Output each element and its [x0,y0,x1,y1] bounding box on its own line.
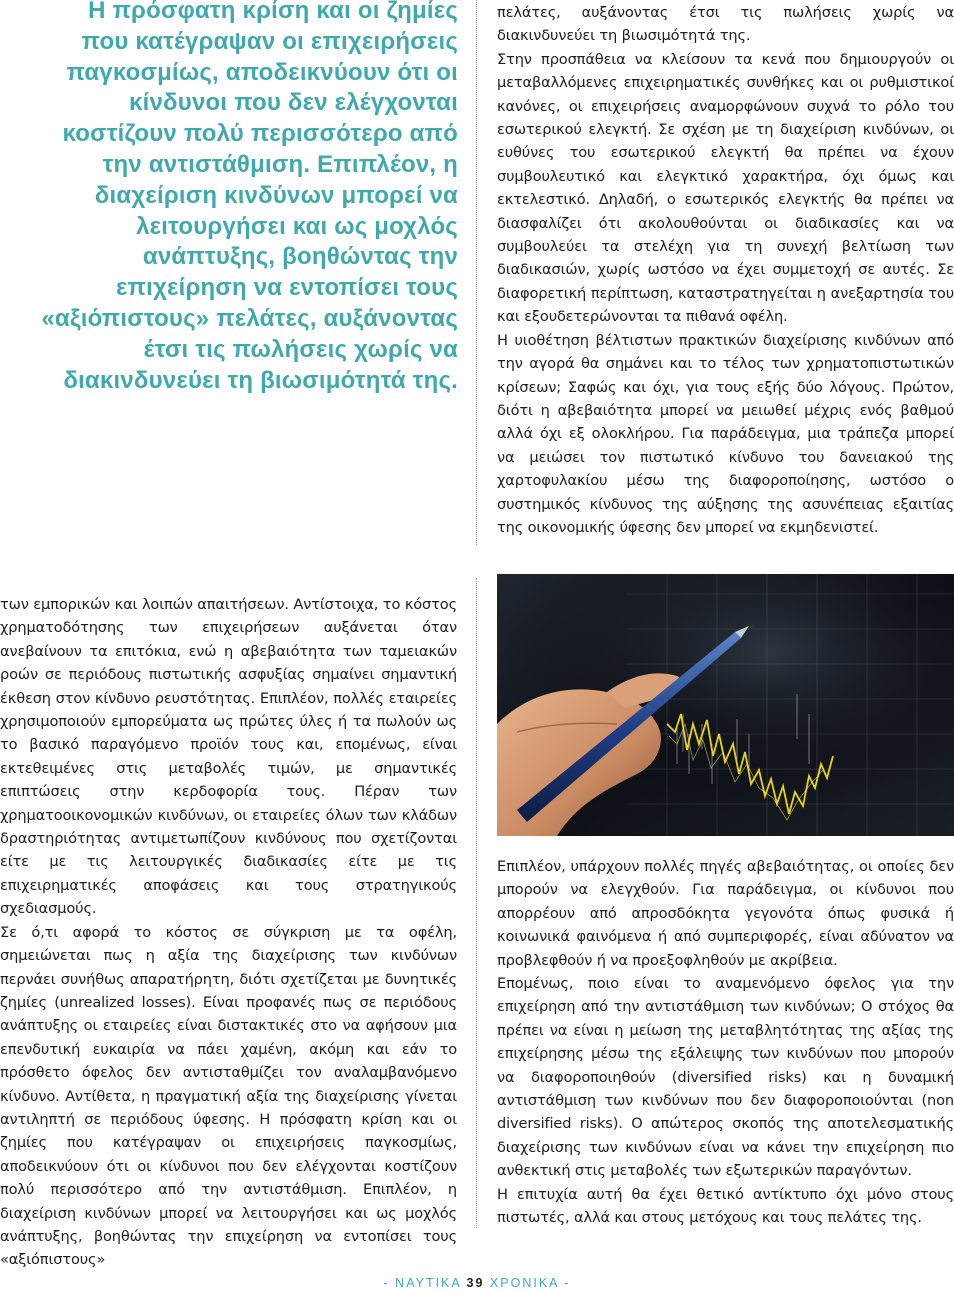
footer-dash-left: - [383,1276,390,1290]
paragraph: Σε ό,τι αφορά το κόστος σε σύγκριση με τα οφέλη, σημειώνεται πως η αξία της διαχείρισης των κινδύνων περνάει συνήθως απαρατήρητη, διότι σχετίζεται με δυνητικές ζημίες (unrealized losses). Είναι προφανές πως σε περιόδους ανάπτυξης οι εταιρείες είναι διστακτικές στο να αφήσουν μια επενδυτική ευκαιρία να πάει χαμένη, ακόμη και εάν το πρόσθετο όφελος δεν αντισταθμίζει τον αναλαμβανόμενο κίνδυνο. Αντίθετα, η πραγματική αξία της διαχείρισης γίνεται αντιληπτή σε περιόδους ύφεσης. Η πρόσφατη κρίση και οι ζημίες που κατέγραψαν οι επιχειρήσεις παγκοσμίως, αποδεικνύουν ότι οι κίνδυνοι που δεν ελέγχονται κοστίζουν πολύ περισσότερο από την αντιστάθμιση. Επιπλέον, η διαχείριση κινδύνων μπορεί να λειτουργήσει και ως μοχλός ανάπτυξης, βοηθώντας την επιχείρηση να εντοπίσει τους «αξιόπιστους» [0,923,457,1269]
article-column-top-right [497,1,954,539]
pull-quote-part-1: Η πρόσφατη κρίση και οι ζημίες που κατέγραψαν οι επιχειρήσεις παγκοσμίως, αποδεικνύουν ότι οι κίνδυνοι που δεν ελέγχονται κοστίζουν πολύ περισσότερο από την αντιστάθμιση. [62,0,458,178]
magazine-name-part-2: ΧΡΟΝΙΚΑ [489,1276,559,1290]
paragraph: Επιπλέον, υπάρχουν πολλές πηγές αβεβαιότητας, οι οποίες δεν μπορούν να ελεγχθούν. Για παράδειγμα, οι κίνδυνοι που απορρέουν από απροσδόκητα γεγονότα όπως φυσικά ή κοινωνικά φαινόμενα ή από συμπεριφορές, είναι αδύνατον να προβλεφθούν ή να προεξοφληθούν με ακρίβεια. [497,858,954,969]
hand-pen-stock-chart-icon [497,574,954,836]
paragraph: Η επιτυχία αυτή θα έχει θετικό αντίκτυπο όχι μόνο στους πιστωτές, αλλά και στους μετόχους και τους πελάτες της. [497,1185,954,1227]
pull-quote-part-2: Επιπλέον, η διαχείριση κινδύνων μπορεί να λειτουργήσει και ως μοχλός ανάπτυξης, βοηθώντας την επιχείρηση να εντοπίσει τους «αξιόπιστους» [41,150,458,332]
pull-quote [40,0,458,396]
article-column-bottom-left [0,593,457,1272]
pull-quote-part-3: πελάτες, αυξάνοντας έτσι τις πωλήσεις χωρίς να διακινδυνεύει τη βιωσιμότητά της. [63,304,458,394]
paragraph: πελάτες, αυξάνοντας έτσι τις πωλήσεις χωρίς να διακινδυνεύει τη βιωσιμότητά της. [497,4,954,45]
paragraph: των εμπορικών και λοιπών απαιτήσεων. Αντίστοιχα, το κόστος χρηματοδότησης των επιχειρήσεων αυξάνεται όταν ανεβαίνουν τα επιτόκια, ενώ η αβεβαιότητα των ταμειακών ροών σε περιόδους πιστωτικής ασφυξίας σημαίνει σημαντική έκθεση στον κίνδυνο ρευστότητας. Επιπλέον, πολλές εταιρείες χρησιμοποιούν εμπορεύματα ως πρώτες ύλες ή τα πωλούν ως το βασικό παραγόμενο προϊόν τους και, επομένως, είναι εκτεθειμένες στις μεταβολές τιμών, με σημαντικές επιπτώσεις στην κερδοφορία τους. Πέραν των χρηματοοικονομικών κινδύνων, οι εταιρείες όλων των κλάδων δραστηριότητας αντιμετωπίζουν κινδύνους που σχετίζονται είτε με τις λειτουργικές διαδικασίες είτε με τις επιχειρηματικές αποφάσεις και τους στρατηγικούς σχεδιασμούς. [0,596,457,918]
stock-chart-photo [497,574,954,836]
paragraph: Επομένως, ποιο είναι το αναμενόμενο όφελος για την επιχείρηση από την αντιστάθμιση των κινδύνων; Ο στόχος θα πρέπει να είναι η μείωση της μεταβλητότητας της αξίας της επιχείρησης μέσω της εξάλειψης των κινδύνων που μπορούν να διαφοροποιηθούν (diversified risks) και η δυναμική αντιστάθμιση των κινδύνων που δεν διαφοροποιούνται (non diversified risks). Ο απώτερος σκοπός της αποτελεσματικής διαχείρισης των κινδύνων είναι να κάνει την επιχείρηση πιο ανθεκτική στις μεταβολές των εξωτερικών παραγόντων. [497,975,954,1180]
column-divider-top [476,0,477,545]
paragraph: Στην προσπάθεια να κλείσουν τα κενά που δημιουργούν οι μεταβαλλόμενες επιχειρηματικές συνθήκες και οι ρυθμιστικοί κανόνες, οι επιχειρήσεις αναμορφώνουν συχνά το ρόλο του εσωτερικού ελεγκτή. Σε σχέση με τη διαχείριση κινδύνων, οι ευθύνες του εσωτερικού ελεγκτή θα πρέπει να έχουν συμβουλευτικό και ελεγκτικό χαρακτήρα, όχι όμως και εκτελεστικό. Δηλαδή, ο εσωτερικός ελεγκτής θα πρέπει να διασφαλίζει ότι ακολουθούνται οι διαδικασίες και να συμβουλεύει τα στελέχη για τη συνεχή βελτίωση των διαδικασιών, χωρίς ωστόσο να έχει συμμετοχή σε αυτές. Σε διαφορετική περίπτωση, καταστρατηγείται η ανεξαρτησία του και εξουδετερώνονται τα πιθανά οφέλη. [497,50,954,326]
footer-dash-right: - [564,1276,571,1290]
page-number: 39 [466,1276,485,1290]
magazine-name-part-1: ΝΑΥΤΙΚΑ [395,1276,462,1290]
article-column-bottom-right [497,855,954,1230]
column-divider-bottom [476,578,477,1228]
paragraph: Η υιοθέτηση βέλτιστων πρακτικών διαχείρισης κινδύνων από την αγορά θα σημάνει και το τέλος των χρηματοπιστωτικών κρίσεων; Σαφώς και όχι, για τους εξής δύο λόγους. Πρώτον, διότι η αβεβαιότητα μπορεί να μειωθεί μέχρις ενός βαθμού αλλά όχι εξ ολοκλήρου. Για παράδειγμα, μια τράπεζα μπορεί να μειώσει τον πιστωτικό κίνδυνο του δανειακού της χαρτοφυλακίου μέσω της διαφοροποίησης, ωστόσο ο συστημικός κίνδυνος της αύξησης της ασυνέπειας εξαιτίας της οικονομικής ύφεσης δεν μπορεί να εκμηδενιστεί. [497,331,954,536]
page-footer [0,1276,954,1290]
